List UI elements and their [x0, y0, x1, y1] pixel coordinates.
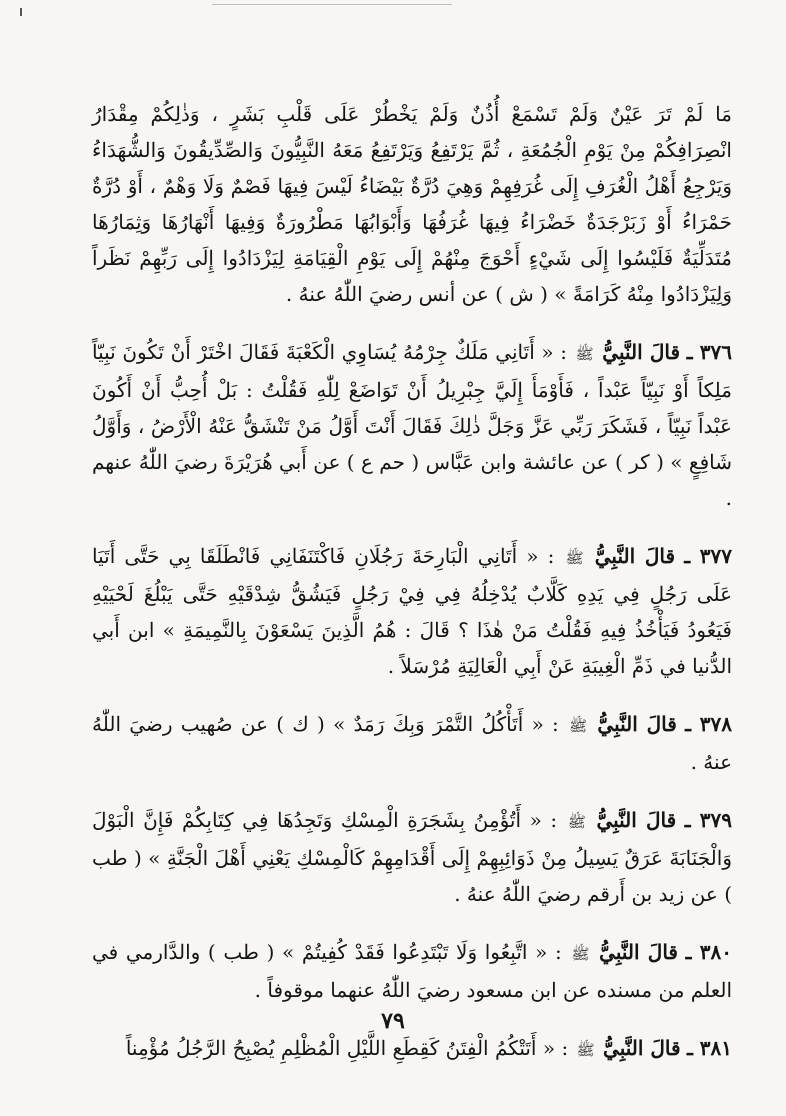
hadith-381 [92, 1030, 732, 1068]
hadith-speaker: قالَ النَّبِيُّ [594, 544, 676, 568]
salutation-glyph: ﷺ [567, 813, 586, 831]
salutation-glyph: ﷺ [565, 549, 584, 567]
hadith-text: : « أَتَانِي الْبَارِحَةَ رَجُلَانِ فَاكْتَنَفَانِي فَانْطَلَقَا بِي حَتَّى أَتَيَا عَلَى رَجُلٍ فِي يَدِهِ كَلَّابٌ يُدْخِلُهُ فِي فِيْ رَجُلٍ فَيَشُقُّ شِدْقَيْهِ حَتَّى يَبْلُغَ لَحْيَيْهِ فَيَعُودُ فَيَأْخُذُ فِيهِ فَقُلْتُ مَنْ هٰذَا ؟ قَالَ : هُمُ الَّذِينَ يَسْعَوْنَ بِالنَّمِيمَةِ » ابن أَبي الدُّنيا في ذَمِّ الْغِيبَةِ عَنْ أَبِي الْعَالِيَةِ مُرْسَلاً . [92, 544, 732, 678]
intro-paragraph: مَا لَمْ تَرَ عَيْنٌ وَلَمْ تَسْمَعْ أُذُنٌ وَلَمْ يَخْطُرْ عَلَى قَلْبِ بَشَرٍ ، وَذٰلِكُمْ مِقْدَارُ انْصِرَافِكُمْ مِنْ يَوْمِ الْجُمُعَةِ ، ثُمَّ يَرْتَفِعُ وَيَرْتَفِعُ مَعَهُ النَّبِيُّونَ وَالصِّدِّيقُونَ وَالشُّهَدَاءُ وَيَرْجِعُ أَهْلُ الْغُرَفِ إِلَى غُرَفِهِمْ وَهِيَ دُرَّةٌ بَيْضَاءُ لَيْسَ فِيهَا فَصْمٌ وَلَا وَهْمٌ ، أَوْ دُرَّةٌ حَمْرَاءُ أَوْ زَبَرْجَدَةٌ خَضْرَاءُ فِيهَا غُرَفُهَا وَأَبْوَابُهَا مَطْرُورَةٌ وَفِيهَا أَنْهَارُهَا وَثِمَارُهَا مُتَدَلِّيَةٌ فَلَيْسُوا إِلَى شَيْءٍ أَحْوَجَ مِنْهُمْ إِلَى يَوْمِ الْقِيَامَةِ لِيَزْدَادُوا إِلَى رَبِّهِمْ نَظَراً وَلِيَزْدَادُوا مِنْهُ كَرَامَةً » ( ش ) عن أنس رضيَ اللّٰهُ عنهُ . [92, 102, 732, 306]
hadith-number: ٣٧٧ ـ [684, 544, 733, 568]
page-body [92, 96, 732, 1068]
hadith-text: : « أَتَانِي مَلَكٌ جِرْمُهُ يُسَاوِي الْكَعْبَةَ فَقَالَ اخْتَرْ أَنْ تَكُونَ نَبِيّاً مَلِكاً أَوْ نَبِيّاً عَبْداً ، فَأَوْمَأَ إِلَيَّ جِبْرِيلُ أَنْ تَوَاضَعْ لِلّٰهِ فَقُلْتُ : بَلْ أُحِبُّ أَنْ أَكُونَ عَبْداً نَبِيّاً ، فَشَكَرَ رَبِّي عَزَّ وَجَلَّ ذٰلِكَ فَقَالَ أَنْتَ أَوَّلُ مَنْ تَنْشَقُّ عَنْهُ الْأَرْضُ ، وَأَوَّلُ شَافِعٍ » ( كر ) عن عائشة وابن عَبَّاس ( حم ع ) عن أَبي هُرَيْرَةَ رضيَ اللّٰهُ عنهم . [92, 340, 732, 510]
salutation-glyph: ﷺ [569, 717, 588, 735]
hadith-number: ٣٨١ ـ [686, 1036, 732, 1060]
hadith-number: ٣٧٦ ـ [686, 340, 732, 364]
top-scan-line [212, 4, 452, 5]
hadith-text: : « اتَّبِعُوا وَلَا تَبْتَدِعُوا فَقَدْ كُفِيتُمْ » ( طب ) والدَّارمي في العلم من مسنده عن ابن مسعود رضيَ اللّٰهُ عنهما موقوفاً . [92, 940, 732, 1002]
hadith-speaker: قالَ النَّبِيُّ [597, 712, 677, 736]
hadith-speaker: قالَ النَّبِيُّ [603, 1036, 681, 1060]
hadith-text: : « أَتُؤْمِنُ بِشَجَرَةِ الْمِسْكِ وَتَجِدُهَا فِي كِتَابِكُمْ فَإِنَّ الْبَوْلَ وَالْجَنَابَةَ عَرَقٌ يَسِيلُ مِنْ ذَوَائِبِهِمْ إِلَى أَقْدَامِهِمْ كَالْمِسْكِ يَعْنِي أَهْلَ الْجَنَّةِ » ( طب ) عن زيد بن أَرقم رضيَ اللّٰهُ عنهُ . [92, 808, 732, 906]
hadith-speaker: قالَ النَّبِيُّ [602, 340, 681, 364]
salutation-glyph: ﷺ [576, 1041, 595, 1059]
hadith-text: : « أَتَأْكُلُ التَّمْرَ وَبِكَ رَمَدٌ » ( ك ) عن صُهيب رضيَ اللّٰهُ عنهُ . [92, 712, 732, 774]
page-number: ٧٩ [381, 1008, 405, 1034]
salutation-glyph: ﷺ [575, 345, 594, 363]
hadith-378 [92, 706, 732, 780]
hadith-text: : « أَتَتْكُمُ الْفِتَنُ كَقِطَعِ اللَّيْلِ الْمُظْلِمِ يُصْبِحُ الرَّجُلُ مُؤْمِناً [125, 1036, 569, 1060]
salutation-glyph: ﷺ [571, 945, 590, 963]
hadith-speaker: قالَ النَّبِيُّ [596, 808, 677, 832]
hadith-377 [92, 538, 732, 684]
hadith-380 [92, 934, 732, 1008]
hadith-number: ٣٧٩ ـ [684, 808, 733, 832]
hadith-number: ٣٧٨ ـ [685, 712, 732, 736]
hadith-speaker: قالَ النَّبِيُّ [599, 940, 678, 964]
scan-mark [20, 8, 22, 16]
hadith-376 [92, 334, 732, 516]
hadith-number: ٣٨٠ ـ [685, 940, 733, 964]
hadith-379 [92, 802, 732, 912]
